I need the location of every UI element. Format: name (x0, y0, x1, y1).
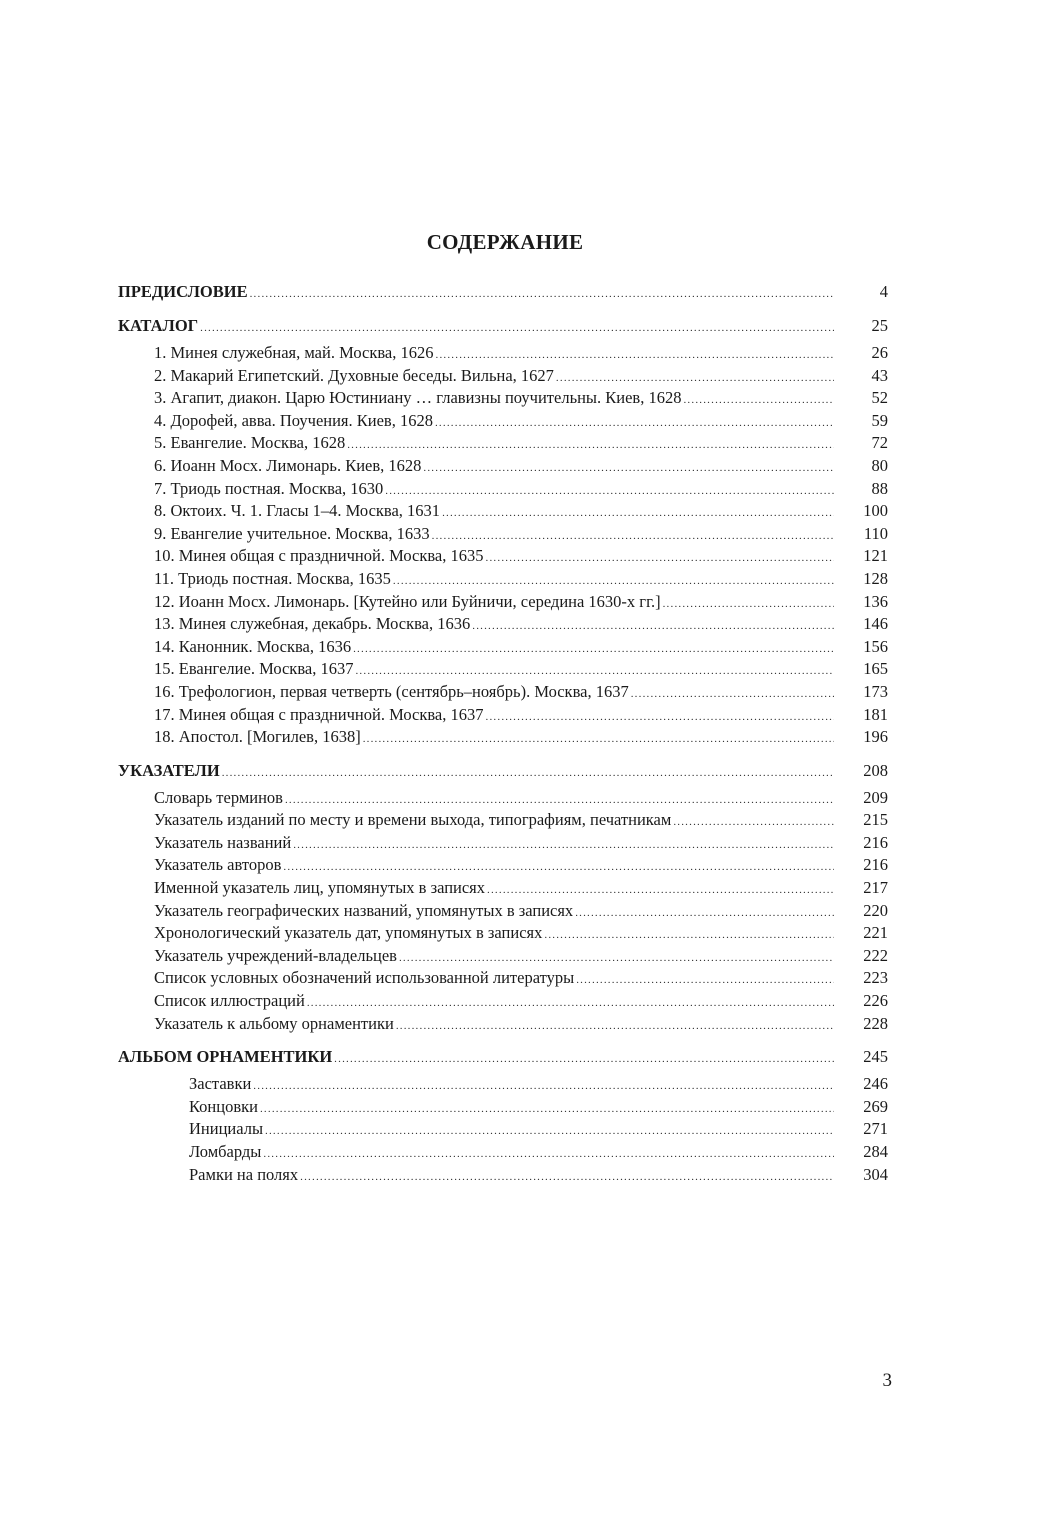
toc-entry[interactable] (118, 342, 888, 365)
dot-leader (265, 1120, 834, 1143)
toc-section[interactable] (118, 280, 888, 304)
dot-leader (575, 902, 834, 925)
toc-entry-page: 146 (863, 614, 888, 634)
toc-entry[interactable] (118, 1073, 888, 1096)
toc-entry[interactable] (118, 1164, 888, 1187)
dot-leader (396, 1015, 834, 1038)
dot-leader (200, 316, 834, 340)
toc-entry-page: 4 (879, 282, 888, 301)
toc-entry-title: Ломбарды (189, 1142, 262, 1161)
dot-leader (556, 367, 834, 390)
toc-entry[interactable] (118, 591, 888, 614)
toc-entry-page: 304 (863, 1164, 888, 1184)
toc-entry[interactable] (118, 1096, 888, 1119)
dot-leader (385, 480, 834, 503)
toc-entry-title: Инициалы (189, 1119, 264, 1139)
dot-leader (263, 1143, 834, 1166)
toc-entry-page: 269 (863, 1096, 888, 1116)
toc-entry-title: 6. Иоанн Мосх. Лимонарь. Киев, 1628 (154, 455, 422, 475)
toc-entry-page: 246 (863, 1074, 888, 1094)
toc-entry-title: 11. Триодь постная. Москва, 1635 (154, 568, 391, 588)
dot-leader (663, 593, 834, 616)
dot-leader (393, 570, 834, 593)
table-of-contents (118, 280, 888, 1186)
dot-leader (334, 1047, 834, 1071)
toc-entry-page: 100 (863, 501, 888, 521)
toc-entry-title: 2. Макарий Египетский. Духовные беседы. Вильна, 1627 (154, 365, 554, 385)
dot-leader (436, 344, 835, 367)
toc-entry[interactable] (118, 990, 888, 1013)
toc-entry-page: 121 (863, 546, 888, 566)
toc-entry[interactable] (118, 545, 888, 568)
toc-entry-page: 209 (863, 787, 888, 807)
toc-entry-page: 284 (863, 1142, 888, 1161)
dot-leader (487, 879, 834, 902)
toc-entry-title: 16. Трефологион, первая четверть (сентябрь–ноябрь). Москва, 1637 (154, 681, 629, 701)
toc-entry-page: 110 (863, 523, 888, 543)
toc-entry[interactable] (118, 478, 888, 501)
dot-leader (347, 434, 834, 457)
toc-entry[interactable] (118, 726, 888, 749)
toc-entry-page: 226 (863, 991, 888, 1011)
page-title: СОДЕРЖАНИЕ (426, 230, 584, 254)
toc-entry-page: 245 (863, 1047, 888, 1067)
toc-entry[interactable] (118, 1013, 888, 1036)
toc-entry-title: 14. Канонник. Москва, 1636 (154, 636, 352, 656)
toc-entry[interactable] (118, 523, 888, 546)
dot-leader (576, 969, 834, 992)
toc-entry-page: 271 (863, 1119, 888, 1139)
toc-entry[interactable] (118, 1118, 888, 1141)
toc-entry[interactable] (118, 900, 888, 923)
toc-entry-title: 10. Минея общая с праздничной. Москва, 1635 (154, 546, 484, 566)
toc-entry-title: Список иллюстраций (154, 991, 305, 1011)
toc-entry-page: 223 (863, 968, 888, 988)
toc-entry-page: 217 (863, 878, 888, 898)
toc-entry-title: 13. Минея служебная, декабрь. Москва, 1636 (154, 614, 471, 634)
toc-entry-page: 216 (863, 855, 888, 875)
toc-entry-page: 181 (863, 704, 888, 724)
toc-entry-title: Именной указатель лиц, упомянутых в записях (154, 878, 486, 898)
toc-entry-title: Указатель географических названий, упомянутых в записях (154, 900, 574, 920)
toc-entry[interactable] (118, 704, 888, 727)
dot-leader (544, 924, 834, 947)
dot-leader (293, 834, 834, 857)
toc-entry-page: 173 (863, 681, 888, 701)
toc-entry-title: 4. Дорофей, авва. Поучения. Киев, 1628 (154, 410, 433, 430)
toc-entry[interactable] (118, 658, 888, 681)
dot-leader (300, 1166, 834, 1189)
toc-entry-title: Хронологический указатель дат, упомянутых в записях (154, 923, 543, 943)
dot-leader (442, 502, 834, 525)
toc-entry-title: Указатель названий (154, 832, 292, 852)
toc-entry-title: 15. Евангелие. Москва, 1637 (154, 659, 354, 679)
dot-leader (432, 525, 834, 548)
toc-entry-page: 128 (863, 568, 888, 588)
toc-entry[interactable] (118, 568, 888, 591)
toc-entry-page: 228 (863, 1013, 888, 1033)
toc-entry-title: Заставки (189, 1074, 252, 1094)
dot-leader (307, 992, 834, 1015)
toc-entry[interactable] (118, 410, 888, 433)
toc-entry-page: 208 (863, 760, 888, 780)
toc-entry-title: Указатель к альбому орнаментики (154, 1013, 394, 1033)
toc-entry[interactable] (118, 387, 888, 410)
toc-entry[interactable] (118, 613, 888, 636)
toc-entry-title: Рамки на полях (189, 1164, 299, 1184)
dot-leader (250, 282, 834, 306)
toc-entry[interactable] (118, 787, 888, 810)
toc-entry-page: 136 (863, 591, 888, 611)
toc-entry[interactable] (118, 681, 888, 704)
toc-entry[interactable] (118, 365, 888, 388)
dot-leader (631, 683, 834, 706)
toc-section[interactable] (118, 1045, 888, 1069)
toc-entry[interactable] (118, 967, 888, 990)
toc-entry-page: 215 (863, 810, 888, 830)
dot-leader (683, 389, 834, 412)
toc-entry-page: 80 (871, 455, 888, 475)
toc-entry-page: 43 (871, 365, 888, 385)
toc-entry-title: Указатель учреждений-владельцев (154, 945, 397, 965)
dot-leader (673, 811, 834, 834)
toc-entry-page: 88 (871, 478, 888, 498)
toc-entry[interactable] (118, 432, 888, 455)
dot-leader (285, 789, 834, 812)
dot-leader (363, 728, 834, 751)
toc-entry-title: КАТАЛОГ (118, 316, 199, 335)
toc-entry-title: 17. Минея общая с праздничной. Москва, 1637 (154, 704, 484, 724)
dot-leader (486, 547, 834, 570)
toc-entry[interactable] (118, 1141, 888, 1164)
toc-entry-page: 156 (863, 636, 888, 656)
toc-entry-page: 59 (871, 410, 888, 430)
toc-entry-title: 5. Евангелие. Москва, 1628 (154, 433, 346, 453)
toc-entry-page: 52 (871, 388, 888, 408)
toc-entry[interactable] (118, 809, 888, 832)
toc-entry-title: 1. Минея служебная, май. Москва, 1626 (154, 343, 434, 362)
dot-leader (399, 947, 834, 970)
dot-leader (355, 660, 834, 683)
dot-leader (222, 761, 834, 785)
toc-entry-title: ПРЕДИСЛОВИЕ (118, 282, 248, 301)
toc-entry[interactable] (118, 832, 888, 855)
toc-entry-title: 12. Иоанн Мосх. Лимонарь. [Кутейно или Буйничи, середина 1630-х гг.] (154, 591, 661, 611)
dot-leader (283, 856, 834, 879)
dot-leader (423, 457, 834, 480)
dot-leader (253, 1075, 834, 1098)
toc-entry-title: 18. Апостол. [Могилев, 1638] (154, 727, 361, 747)
toc-entry-page: 221 (863, 923, 888, 943)
toc-entry-title: Концовки (189, 1096, 258, 1116)
toc-entry[interactable] (118, 636, 888, 659)
toc-entry-title: 8. Октоих. Ч. 1. Гласы 1–4. Москва, 1631 (154, 501, 441, 521)
toc-entry-title: 7. Триодь постная. Москва, 1630 (154, 478, 384, 498)
toc-entry-page: 222 (863, 945, 888, 965)
page-number: 3 (882, 1370, 892, 1391)
dot-leader (472, 615, 834, 638)
dot-leader (486, 706, 834, 729)
toc-entry-title: Словарь терминов (154, 787, 283, 807)
toc-entry-page: 26 (871, 343, 888, 362)
toc-entry-title: Указатель авторов (154, 855, 282, 875)
toc-entry[interactable] (118, 877, 888, 900)
toc-entry-title: УКАЗАТЕЛИ (118, 760, 220, 780)
toc-section[interactable] (118, 314, 888, 338)
toc-entry-title: 9. Евангелие учительное. Москва, 1633 (154, 523, 430, 543)
toc-entry-page: 72 (871, 433, 888, 453)
toc-entry-page: 196 (863, 727, 888, 747)
toc-entry[interactable] (118, 945, 888, 968)
toc-entry-page: 220 (863, 900, 888, 920)
toc-entry[interactable] (118, 500, 888, 523)
toc-entry[interactable] (118, 455, 888, 478)
toc-entry[interactable] (118, 922, 888, 945)
toc-entry-title: Указатель изданий по месту и времени выхода, типографиям, печатникам (154, 810, 672, 830)
dot-leader (353, 638, 834, 661)
toc-entry[interactable] (118, 854, 888, 877)
dot-leader (435, 412, 834, 435)
toc-entry-title: Список условных обозначений использованной литературы (154, 968, 575, 988)
toc-section[interactable] (118, 759, 888, 783)
toc-entry-title: 3. Агапит, диакон. Царю Юстиниану … главизны поучительны. Киев, 1628 (154, 388, 682, 408)
toc-entry-page: 165 (863, 659, 888, 679)
dot-leader (260, 1098, 834, 1121)
toc-entry-title: АЛЬБОМ ОРНАМЕНТИКИ (118, 1047, 333, 1067)
toc-entry-page: 216 (863, 832, 888, 852)
toc-entry-page: 25 (871, 316, 888, 335)
